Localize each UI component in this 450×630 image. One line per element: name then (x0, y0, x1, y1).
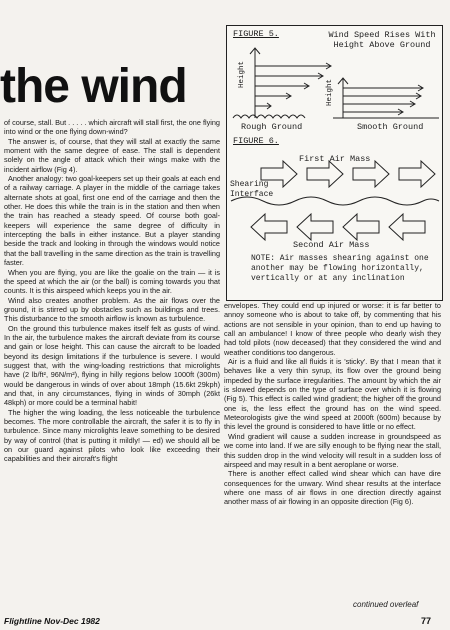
first-air-mass-label: First Air Mass (299, 154, 371, 164)
figure-6-label: FIGURE 6. (233, 136, 279, 146)
lower-flow-arrow (251, 214, 287, 240)
paragraph: Wind gradient will cause a sudden increase in groundspeed as we come into land. If we are silly enough to be flying near the stall, this sudden drop in the wind velocity will result in a sudden loss of airspeed and may result in a bent aeroplane or worse. (224, 431, 441, 469)
figure-box (226, 25, 443, 301)
upper-flow-arrow (307, 161, 343, 187)
figure-5-label: FIGURE 5. (233, 29, 279, 39)
magazine-footer: Flightline Nov-Dec 1982 (4, 616, 100, 626)
paragraph: There is another effect called wind shear which can have dire consequences for the unwary. Wind shear results at the interface where one mass of air flows in one direction directly against another mass of air flowing in an opposite direction (Fig 6). (224, 469, 441, 507)
right-column (224, 301, 441, 507)
left-column (4, 118, 220, 464)
upper-flow-arrow (353, 161, 389, 187)
rough-ground-line (233, 115, 305, 118)
rough-ground-label: Rough Ground (241, 122, 303, 132)
shearing-interface-label: Shearing Interface (230, 180, 274, 199)
page-number: 77 (421, 616, 432, 626)
figure-6-note: NOTE: Air masses shearing against one another may be flowing horizontally, vertically or at any inclination (251, 254, 429, 283)
figure-5-caption: Wind Speed Rises With Height Above Ground (328, 30, 436, 50)
continued-overleaf: continued overleaf (353, 600, 419, 609)
paragraph: When you are flying, you are like the goalie on the train — it is the speed at which the air (or the ball) is coming towards you that counts. It is this airspeed which keeps you in the air. (4, 267, 220, 296)
lower-flow-arrow (343, 214, 379, 240)
lower-flow-arrow (389, 214, 425, 240)
paragraph: of course, stall. But . . . . . which aircraft will stall first, the one flying into wind or the one flying down-wind? (4, 118, 220, 137)
paragraph: Another analogy: two goal-keepers set up their goals at each end of a railway carriage. A player in the middle of the carriage takes alternate shots at goal, first one end of the carriage and then the other. He does this while the train is in the station and then when the train has reached a steady speed. Of course both goal-keepers will experience the same degree of difficulty in intercepting the balls in either instance. But a player standing beside the track and looking in through the windows would notice that the ball travelling in the same direction as the train is travelling faster. (4, 174, 220, 268)
paragraph: Air is a fluid and like all fluids it is 'sticky'. By that I mean that it behaves like a very thin syrup, its flow over the ground being impeded by the surface irregularities. The amount by which the air is slowed depends on the type of surface over which it is flowing (Fig 5). This effect is called wind gradient; the higher off the ground one is, the less effect the ground has on the wind speed. Meteorologists give the wind speed at 2000ft (600m) because by this level the ground is considered to have little or no effect. (224, 357, 441, 432)
paragraph: Wind also creates another problem. As the air flows over the ground, it is stirred up by obstacles such as buildings and trees. This disturbance to the smooth airflow is known as turbulence. (4, 295, 220, 324)
paragraph: The higher the wing loading, the less noticeable the turbulence becomes. The more controllable the aircraft, the safer it is to fly in turbulence. Since many microlights leave something to be desired by way of control (that is putting it mildly! — ed) we should all be on our guard against pilots who look like exceeding their capabilities and their aircraft's flight (4, 407, 220, 464)
paragraph: The answer is, of course, that they will stall at exactly the same moment with the same degree of ease. The stall is dependent solely on the angle of attack which their wings make with the incident airflow (Fig 4). (4, 136, 220, 174)
smooth-height-label: Height (326, 78, 334, 106)
paragraph: envelopes. They could end up injured or worse: it is far better to annoy someone who is about to take off, by commenting that his actions are not sensible in your opinion, than to end up having to call an ambulance! I know of three people who dearly wish they had told pilots (now deceased) that they considered the wind and weather conditions too dangerous. (224, 301, 441, 357)
lower-flow-arrow (297, 214, 333, 240)
rough-height-label: Height (238, 60, 246, 88)
upper-flow-arrow (399, 161, 435, 187)
paragraph: On the ground this turbulence makes itself felt as gusts of wind. In the air, the turbulence makes the aircraft deviate from its course and gain or lose height. This can cause the aircraft to be loaded beyond its design limitations if the turbulence is severe. I would suggest that, with the wing-loading restrictions that microlights have (2 lb/ft², 96N/m²), flying in hilly regions below 1000ft (300m) would be dangerous in winds of over about 18mph (15.6kt 29kph) and that, in any circumstances, flying in winds of 30mph (26kt 48kph) or more could be a terminal habit! (4, 323, 220, 408)
smooth-ground-label: Smooth Ground (357, 122, 424, 132)
second-air-mass-label: Second Air Mass (293, 240, 370, 250)
article-headline: the wind (0, 60, 187, 113)
